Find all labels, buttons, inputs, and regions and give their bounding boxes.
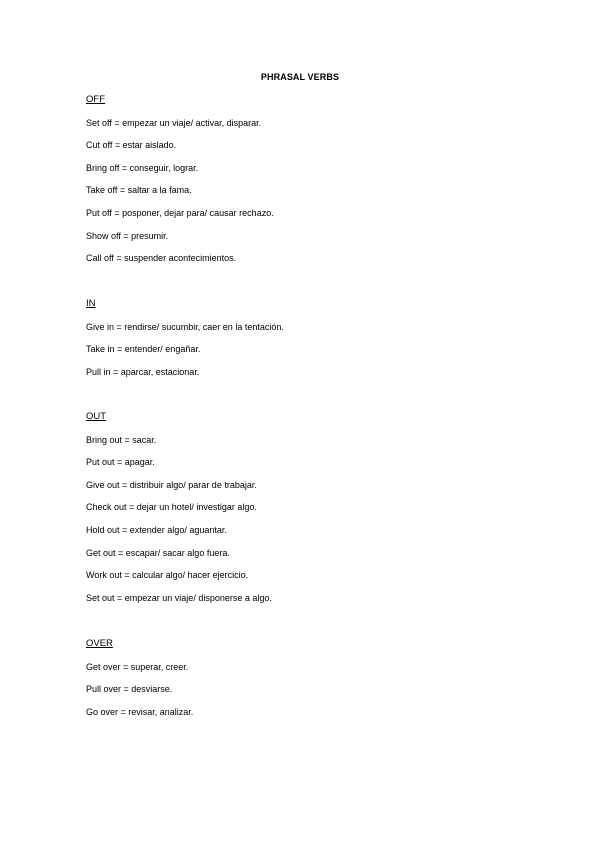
entry-get-over: Get over = superar, creer. xyxy=(86,661,189,672)
entry-give-out: Give out = distribuir algo/ parar de trabajar. xyxy=(86,479,257,490)
entry-call-off: Call off = suspender acontecimientos. xyxy=(86,253,237,264)
page-title: PHRASAL VERBS xyxy=(260,72,340,82)
section-heading-out: OUT xyxy=(86,411,107,422)
section-heading-off: OFF xyxy=(86,94,105,105)
section-off xyxy=(86,92,566,273)
section-over xyxy=(86,636,566,726)
section-in xyxy=(86,296,566,386)
entry-take-off: Take off = saltar a la fama. xyxy=(86,185,192,196)
entry-put-off: Put off = posponer, dejar para/ causar rechazo. xyxy=(86,207,274,218)
section-out xyxy=(86,409,566,612)
entry-take-in: Take in = entender/ engañar. xyxy=(86,344,201,355)
section-heading-over: OVER xyxy=(86,638,113,649)
entry-bring-off: Bring off = conseguir, lograr. xyxy=(86,162,199,173)
section-heading-in: IN xyxy=(86,298,96,309)
entry-work-out: Work out = calcular algo/ hacer ejercicio. xyxy=(86,570,249,581)
entry-pull-over: Pull over = desviarse. xyxy=(86,684,173,695)
entry-show-off: Show off = presumir. xyxy=(86,230,169,241)
entry-pull-in: Pull in = aparcar, estacionar. xyxy=(86,366,200,377)
entry-go-over: Go over = revisar, analizar. xyxy=(86,706,194,717)
entry-check-out: Check out = dejar un hotel/ investigar algo. xyxy=(86,502,257,513)
entry-bring-out: Bring out = sacar. xyxy=(86,434,157,445)
entry-get-out: Get out = escapar/ sacar algo fuera. xyxy=(86,547,230,558)
entry-cut-off: Cut off = estar aislado. xyxy=(86,140,177,151)
entry-put-out: Put out = apagar. xyxy=(86,457,155,468)
entry-give-in: Give in = rendirse/ sucumbir, caer en la tentación. xyxy=(86,321,284,332)
entry-set-out: Set out = empezar un viaje/ disponerse a algo. xyxy=(86,592,272,603)
entry-hold-out: Hold out = extender algo/ aguantar. xyxy=(86,524,227,535)
entry-set-off: Set off = empezar un viaje/ activar, disparar. xyxy=(86,117,262,128)
